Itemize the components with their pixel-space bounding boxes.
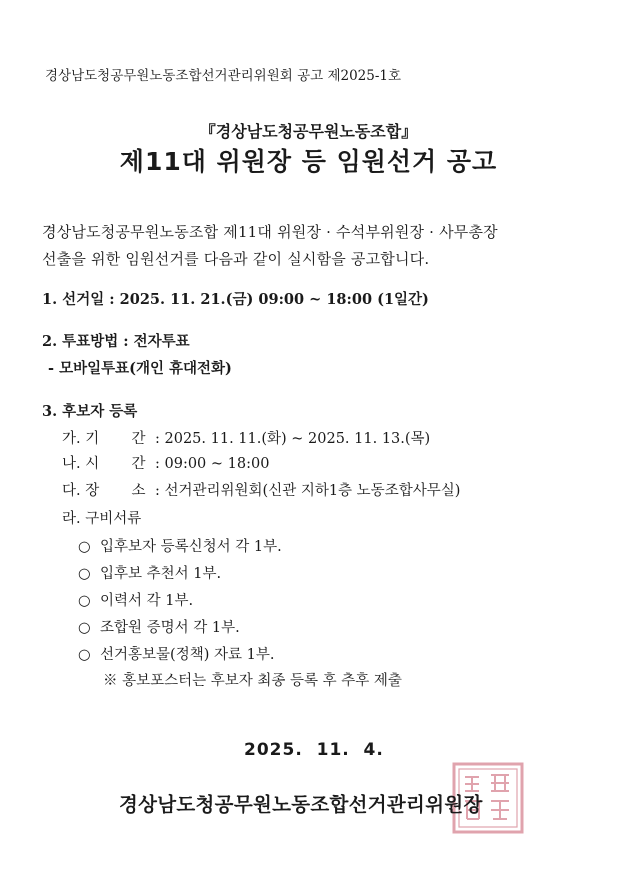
- list-item: [78, 643, 274, 664]
- registration-place-label: 다. 장 소: [62, 483, 146, 499]
- document-item: 입후보자 등록신청서 각 1부.: [100, 539, 282, 555]
- list-item: [78, 562, 221, 583]
- voting-method-section: 2. 투표방법 : 전자투표: [42, 333, 190, 350]
- registration-period-label: 가. 기 간: [62, 431, 146, 447]
- document-item: 선거홍보물(정책) 자료 1부.: [100, 647, 275, 663]
- bullet-icon: ○: [78, 566, 91, 582]
- bullet-icon: ○: [78, 593, 91, 609]
- registration-time-value: : 09:00 ~ 18:00: [155, 456, 270, 472]
- intro-paragraph: [42, 219, 498, 273]
- intro-line: 경상남도청공무원노동조합 제11대 위원장 · 수석부위원장 · 사무총장: [42, 223, 498, 241]
- document-item: 조합원 증명서 각 1부.: [100, 620, 240, 636]
- election-date-section: 1. 선거일 : 2025. 11. 21.(금) 09:00 ~ 18:00 (1일간): [42, 291, 429, 308]
- registration-time-label: 나. 시 간: [62, 456, 146, 472]
- document-title: 제11대 위원장 등 임원선거 공고: [119, 147, 498, 176]
- poster-note: ※ 홍보포스터는 후보자 최종 등록 후 추후 제출: [103, 673, 402, 689]
- registration-period-row: [62, 427, 430, 448]
- document-subtitle: 『경상남도청공무원노동조합』: [199, 122, 418, 141]
- documents-heading: 라. 구비서류: [62, 511, 142, 527]
- bullet-icon: ○: [78, 539, 91, 555]
- notice-date: 2025. 11. 4.: [244, 740, 384, 760]
- registration-period-value: : 2025. 11. 11.(화) ~ 2025. 11. 13.(목): [155, 431, 431, 447]
- intro-line: 선출을 위한 임원선거를 다음과 같이 실시함을 공고합니다.: [42, 250, 430, 268]
- candidate-registration-section: 3. 후보자 등록: [42, 403, 138, 420]
- notice-number: 경상남도청공무원노동조합선거관리위원회 공고 제2025-1호: [45, 68, 402, 84]
- list-item: [78, 616, 240, 637]
- registration-time-row: [62, 452, 269, 473]
- list-item: [78, 535, 282, 556]
- bullet-icon: ○: [78, 647, 91, 663]
- list-item: [78, 589, 193, 610]
- voting-method-detail: - 모바일투표(개인 휴대전화): [48, 360, 232, 377]
- registration-place-value: : 선거관리위원회(신관 지하1층 노동조합사무실): [155, 483, 461, 499]
- signer-name: 경상남도청공무원노동조합선거관리위원장: [119, 793, 483, 816]
- document-item: 입후보 추천서 1부.: [100, 566, 222, 582]
- registration-place-row: [62, 479, 460, 500]
- bullet-icon: ○: [78, 620, 91, 636]
- document-item: 이력서 각 1부.: [100, 593, 194, 609]
